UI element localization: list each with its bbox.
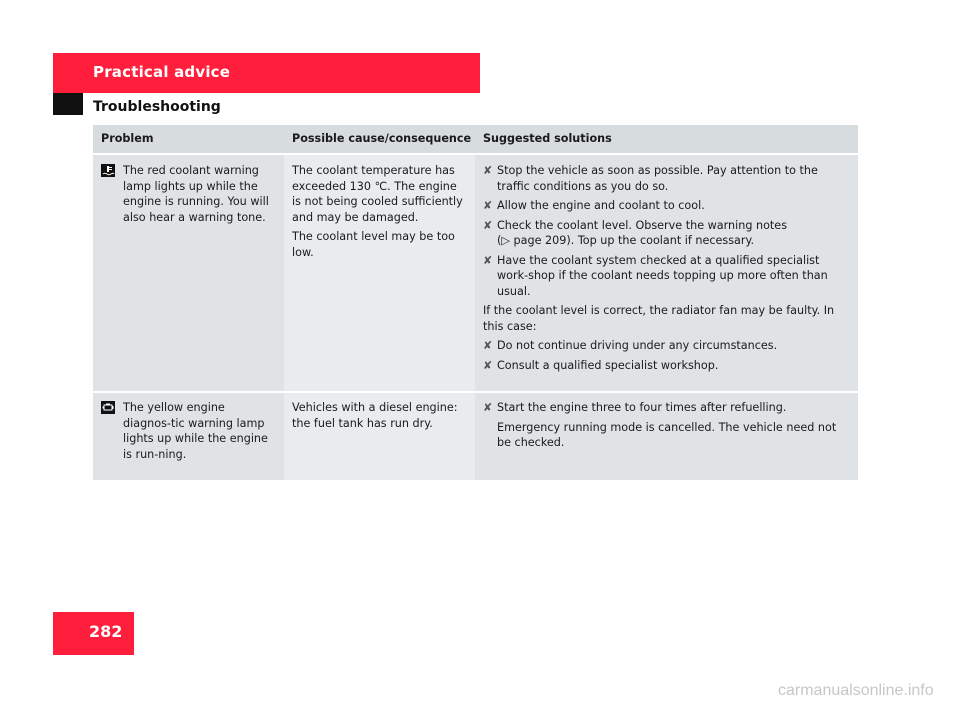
table-row xyxy=(93,154,858,392)
solution-step: ✘ Start the engine three to four times after refuelling. xyxy=(483,401,787,414)
header-problem: Problem xyxy=(93,125,284,154)
solution-step: ✘ Consult a qualified specialist workshop. xyxy=(483,358,719,372)
solution-note: Emergency running mode is cancelled. The vehicle need not be checked. xyxy=(497,420,837,449)
page-reference: (▷ page 209). Top up the coolant if necessary. xyxy=(497,234,755,247)
problem-text: The yellow engine diagnos-tic warning lamp lights up while the engine is run-ning. xyxy=(123,401,268,461)
header-solutions: Suggested solutions xyxy=(475,125,858,154)
step-arrow-icon: ✘ xyxy=(483,339,493,352)
solutions-cell xyxy=(475,392,858,480)
step-arrow-icon: ✘ xyxy=(483,401,493,414)
cause-cell xyxy=(284,392,475,480)
solution-step: ✘ Do not continue driving under any circumstances. xyxy=(483,339,778,352)
section-title: Practical advice xyxy=(93,63,231,81)
header-cause: Possible cause/consequence xyxy=(284,125,475,154)
step-arrow-icon: ✘ xyxy=(483,218,493,232)
section-tab-marker xyxy=(53,93,83,115)
cause-cell xyxy=(284,154,475,392)
step-arrow-icon: ✘ xyxy=(483,358,493,372)
step-arrow-icon: ✘ xyxy=(483,164,493,177)
solution-step: ✘ Allow the engine and coolant to cool. xyxy=(483,199,705,212)
solution-step: ✘ Have the coolant system checked at a qualified specialist work-shop if the coolant needs topping up more often than usual. xyxy=(483,253,828,298)
solution-step: ✘ Stop the vehicle as soon as possible. Pay attention to the traffic conditions as you do so. xyxy=(483,164,818,193)
watermark: carmanualsonline.info xyxy=(778,682,934,699)
table-row xyxy=(93,392,858,480)
solution-step: ✘ Check the coolant level. Observe the warning notes (▷ page 209). Top up the coolant if necessary. xyxy=(483,218,788,247)
cause-text: Vehicles with a diesel engine: the fuel tank has run dry. xyxy=(292,401,458,430)
solutions-cell xyxy=(475,154,858,392)
cause-text: The coolant temperature has exceeded 130 ℃. The engine is not being cooled sufficiently and may be damaged. xyxy=(292,164,463,224)
engine-diagnostics-lamp-icon xyxy=(101,401,115,414)
step-arrow-icon: ✘ xyxy=(483,253,493,267)
troubleshooting-table xyxy=(93,125,858,480)
table-header-row xyxy=(93,125,858,154)
page-number: 282 xyxy=(89,622,123,641)
coolant-warning-lamp-icon xyxy=(101,164,115,177)
problem-cell xyxy=(93,154,284,392)
solution-note: If the coolant level is correct, the radiator fan may be faulty. In this case: xyxy=(483,304,835,333)
problem-text: The red coolant warning lamp lights up while the engine is running. You will also hear a warning tone. xyxy=(123,164,269,224)
step-arrow-icon: ✘ xyxy=(483,199,493,212)
page-title: Troubleshooting xyxy=(93,99,221,115)
problem-cell xyxy=(93,392,284,480)
cause-text: The coolant level may be too low. xyxy=(292,230,455,259)
